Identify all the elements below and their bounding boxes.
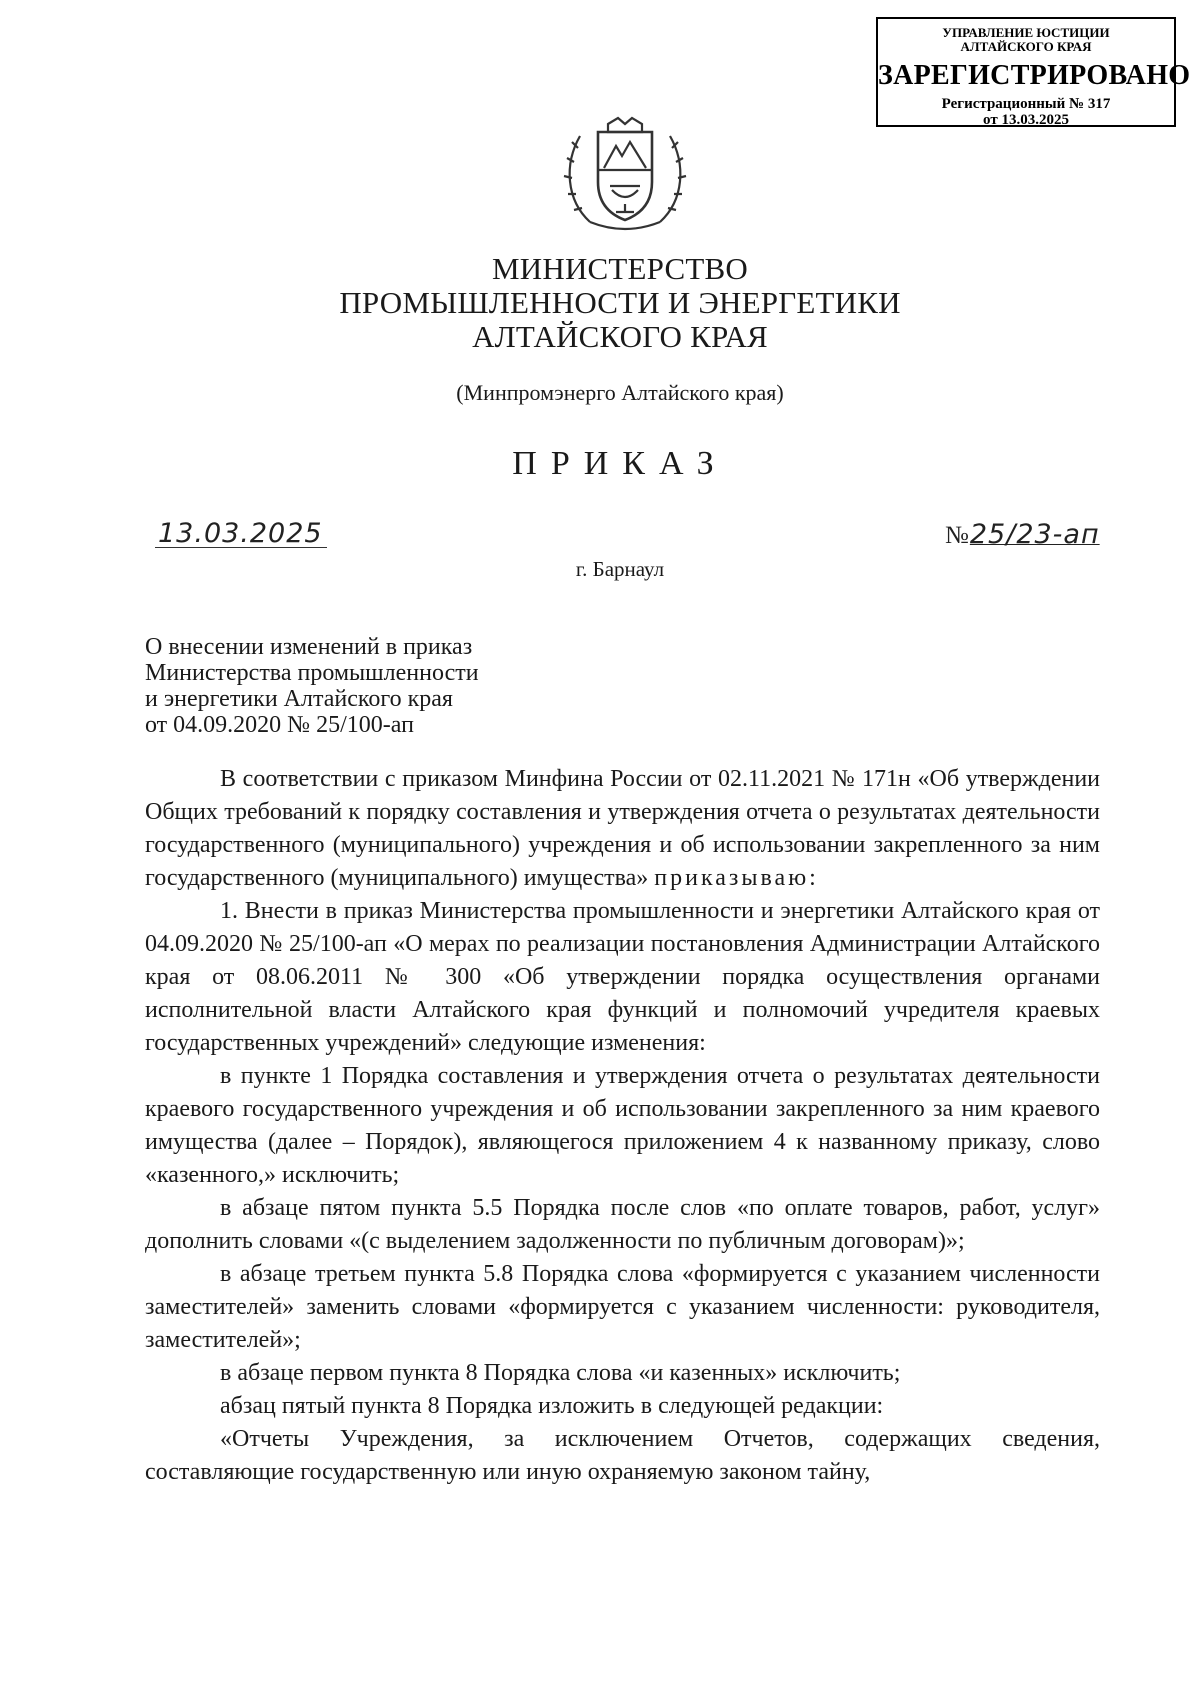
body-paragraph-5: в абзаце третьем пункта 5.8 Порядка слова «формируется с указанием численности заместителей» заменить словами «формируется с указанием численности: руководителя, заместителей»;: [145, 1261, 1100, 1353]
stamp-status: ЗАРЕГИСТРИРОВАНО: [878, 60, 1191, 91]
stamp-authority-line1: УПРАВЛЕНИЕ ЮСТИЦИИ: [942, 25, 1110, 40]
stamp-registration-number: [878, 96, 1174, 113]
subject-line4: от 04.09.2020 № 25/100-ап: [145, 712, 414, 738]
paragraph-1-text: В соответствии с приказом Минфина России от 02.11.2021 № 171н «Об утверждении Общих требований к порядку составления и утверждения отчета о результатах деятельности государственного (муниципального) учреждения и об использовании закрепленного за ним государственного (муниципального) имущества»: [145, 766, 1100, 891]
ministry-name-line2: ПРОМЫШЛЕННОСТИ И ЭНЕРГЕТИКИ: [339, 285, 901, 320]
body-paragraph-3: в пункте 1 Порядка составления и утверждения отчета о результатах деятельности краевого государственного учреждения и об использовании закрепленного за ним краевого имущества (далее – Порядок), являющегося приложением 4 к названному приказу, слово «казенного,» исключить;: [145, 1063, 1100, 1188]
date-underline: [155, 547, 327, 548]
body-paragraph-4: в абзаце пятом пункта 5.5 Порядка после слов «по оплате товаров, работ, услуг» дополнить словами «(с выделением задолженности по публичным договорам)»;: [145, 1195, 1100, 1254]
body-paragraph-6: в абзаце первом пункта 8 Порядка слова «и казенных» исключить;: [220, 1360, 901, 1386]
ministry-name-line1: МИНИСТЕРСТВО: [492, 251, 748, 286]
order-number-prefix: №: [945, 522, 970, 549]
city: г. Барнаул: [575, 557, 665, 581]
body-paragraph-1: [145, 763, 1100, 895]
body-paragraph-2: 1. Внести в приказ Министерства промышленности и энергетики Алтайского края от 04.09.2020 № 25/100-ап «О мерах по реализации постановления Администрации Алтайского края от 08.06.2011 № 300 «Об утверждении порядка осуществления органами исполнительной власти Алтайского края функций и полномочий учредителя краевых государственных учреждений» следующие изменения:: [145, 898, 1100, 1056]
stamp-date-prefix: от: [983, 112, 998, 128]
order-body: [145, 763, 1100, 1489]
stamp-authority-line2: АЛТАЙСКОГО КРАЯ: [960, 39, 1092, 54]
stamp-reg-number: 317: [1087, 96, 1111, 112]
registration-stamp: [876, 17, 1191, 128]
order-subject: [145, 634, 479, 738]
stamp-date: 13.03.2025: [1001, 112, 1069, 128]
coat-of-arms-icon: [560, 112, 690, 238]
order-number-value: 25/23-ап: [969, 519, 1100, 550]
subject-line2: Министерства промышленности: [145, 660, 479, 686]
ministry-name: [0, 252, 1200, 354]
document-type: ПРИКАЗ: [512, 445, 728, 482]
body-paragraph-7: абзац пятый пункта 8 Порядка изложить в следующей редакции:: [220, 1393, 884, 1419]
ministry-short-name: (Минпромэнерго Алтайского края): [456, 380, 784, 405]
order-verb: приказываю:: [654, 865, 819, 891]
ministry-name-line3: АЛТАЙСКОГО КРАЯ: [472, 319, 768, 354]
order-date: 13.03.2025: [158, 518, 323, 549]
subject-line3: и энергетики Алтайского края: [145, 686, 453, 712]
subject-line1: О внесении изменений в приказ: [145, 634, 473, 660]
stamp-registration-date: [878, 113, 1174, 128]
order-number: [945, 519, 1100, 550]
body-paragraph-8: «Отчеты Учреждения, за исключением Отчетов, содержащих сведения, составляющие государственную или иную охраняемую законом тайну,: [145, 1426, 1100, 1485]
stamp-reg-label: Регистрационный №: [941, 96, 1085, 112]
